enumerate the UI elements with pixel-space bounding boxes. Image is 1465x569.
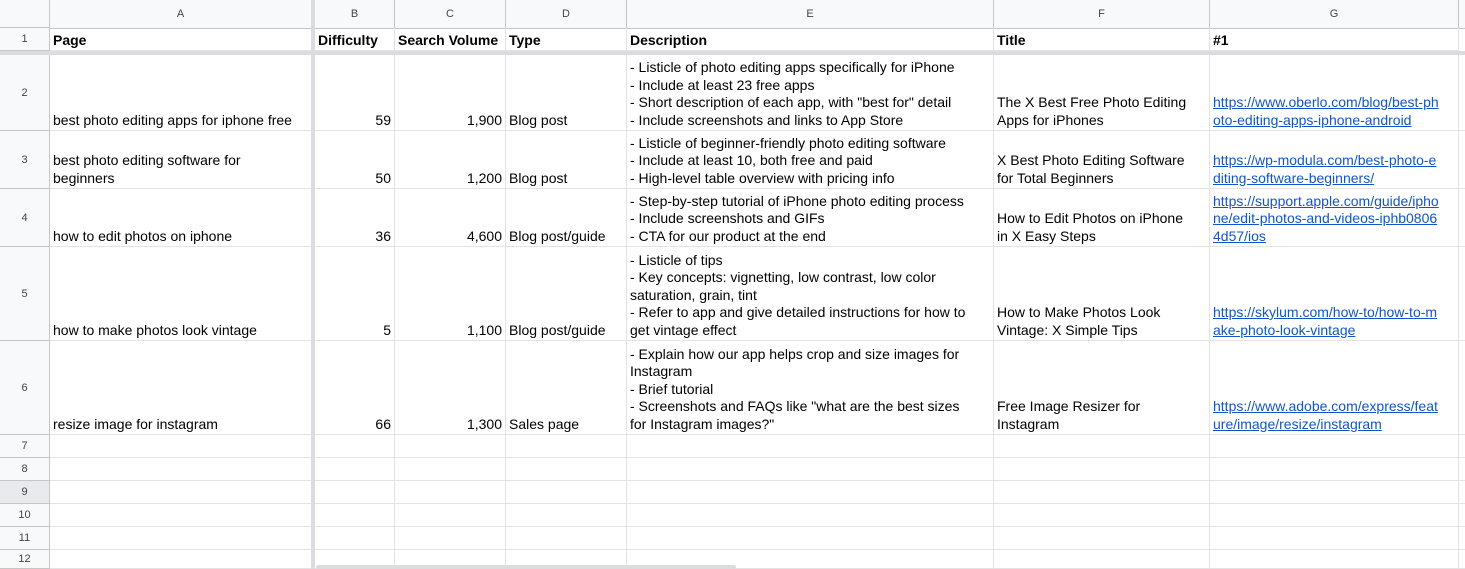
result-link[interactable]: diting-software-beginners/ (1213, 169, 1375, 186)
column-header-b[interactable]: B (315, 0, 395, 28)
empty-cell[interactable] (506, 504, 627, 527)
type-cell[interactable] (506, 55, 627, 131)
type-cell[interactable] (506, 189, 627, 247)
result-link[interactable]: https://www.oberlo.com/blog/best-ph (1213, 94, 1439, 110)
difficulty-line: 36 (375, 227, 391, 244)
row-header-6[interactable]: 6 (0, 341, 50, 435)
empty-cell[interactable] (315, 435, 395, 458)
empty-cell[interactable] (994, 458, 1210, 481)
empty-cell[interactable] (627, 458, 994, 481)
search-volume-cell[interactable] (395, 189, 506, 247)
row-header-7[interactable]: 7 (0, 435, 50, 458)
header-description[interactable]: Description (627, 28, 994, 51)
result-link[interactable]: 4d57/ios (1213, 227, 1266, 244)
empty-cell[interactable] (1210, 504, 1459, 527)
difficulty-line: 66 (375, 415, 391, 432)
volume-line: 1,200 (466, 169, 502, 186)
search-volume-cell[interactable] (395, 341, 506, 435)
title-line: Instagram (997, 415, 1060, 432)
description-line: get vintage effect (630, 321, 737, 338)
description-line: - Listicle of photo editing apps specifically for iPhone (630, 59, 955, 75)
empty-cell[interactable] (1459, 504, 1465, 527)
description-line: - Listicle of beginner-friendly photo editing software (630, 134, 946, 151)
column-header-a[interactable]: A (50, 0, 312, 28)
result-link[interactable]: ake-photo-look-vintage (1213, 321, 1356, 338)
row-header-10[interactable]: 10 (0, 504, 50, 527)
empty-cell[interactable] (994, 504, 1210, 527)
page-line: best photo editing apps for iphone free (53, 111, 292, 128)
title-line: Apps for iPhones (997, 111, 1104, 128)
result-link[interactable]: ne/edit-photos-and-videos-iphb0806 (1213, 210, 1438, 226)
type-cell[interactable] (506, 247, 627, 341)
description-line: for Instagram images?" (630, 415, 775, 432)
empty-cell[interactable] (395, 481, 506, 504)
page-line: how to make photos look vintage (53, 321, 257, 338)
difficulty-cell[interactable] (315, 131, 395, 189)
page-cell[interactable] (50, 55, 312, 131)
title-line: Vintage: X Simple Tips (997, 321, 1138, 338)
header-difficulty[interactable]: Difficulty (315, 28, 395, 51)
empty-cell[interactable] (1210, 481, 1459, 504)
type-cell[interactable] (506, 131, 627, 189)
title-line: X Best Photo Editing Software (997, 152, 1185, 168)
empty-cell[interactable] (395, 504, 506, 527)
empty-cell[interactable] (994, 527, 1210, 550)
empty-cell[interactable] (315, 504, 395, 527)
difficulty-cell[interactable] (315, 341, 395, 435)
description-line: - Include at least 10, both free and paid (630, 152, 873, 168)
empty-cell[interactable] (627, 481, 994, 504)
horizontal-scrollbar[interactable] (316, 565, 736, 569)
search-volume-cell[interactable] (395, 131, 506, 189)
next-column-cell[interactable] (1459, 131, 1465, 189)
description-line: - Brief tutorial (630, 380, 714, 397)
result-link[interactable]: oto-editing-apps-iphone-android (1213, 111, 1412, 128)
volume-line: 1,300 (466, 415, 502, 432)
empty-cell[interactable] (506, 458, 627, 481)
row-header-5[interactable]: 5 (0, 247, 50, 341)
first-result-cell[interactable] (1210, 341, 1459, 435)
first-result-cell[interactable] (1210, 55, 1459, 131)
type-line: Blog post/guide (509, 321, 606, 338)
empty-cell[interactable] (1459, 435, 1465, 458)
page-line: beginners (53, 169, 115, 186)
row-header-8[interactable]: 8 (0, 458, 50, 481)
row-header-2[interactable]: 2 (0, 55, 50, 131)
type-cell[interactable] (506, 341, 627, 435)
description-cell[interactable] (627, 189, 994, 247)
frozen-row-divider[interactable] (0, 51, 1465, 55)
column-header-d[interactable]: D (506, 0, 627, 28)
empty-cell[interactable] (994, 435, 1210, 458)
header-type[interactable]: Type (506, 28, 627, 51)
title-line: for Total Beginners (997, 169, 1114, 186)
result-link[interactable]: https://support.apple.com/guide/ipho (1213, 192, 1439, 209)
description-line: Instagram (630, 363, 693, 379)
type-line: Blog post (509, 111, 568, 128)
column-header-bar (0, 0, 1465, 29)
column-header-f[interactable]: F (994, 0, 1210, 28)
empty-cell[interactable] (994, 550, 1210, 569)
empty-cell[interactable] (50, 458, 312, 481)
difficulty-line: 5 (383, 321, 391, 338)
header-title[interactable]: Title (994, 28, 1210, 51)
next-column-cell[interactable] (1459, 341, 1465, 435)
row-header-4[interactable]: 4 (0, 189, 50, 247)
empty-cell[interactable] (395, 458, 506, 481)
page-cell[interactable] (50, 247, 312, 341)
empty-cell[interactable] (627, 435, 994, 458)
description-line: - Refer to app and give detailed instructions for how to (630, 304, 966, 320)
row-header-11[interactable]: 11 (0, 527, 50, 550)
title-line: The X Best Free Photo Editing (997, 94, 1187, 110)
empty-cell[interactable] (1210, 550, 1459, 569)
frozen-column-divider[interactable] (311, 0, 315, 569)
difficulty-line: 50 (375, 169, 391, 186)
header-first-result[interactable]: #1 (1210, 28, 1459, 51)
empty-cell[interactable] (315, 527, 395, 550)
select-all-corner[interactable] (0, 0, 50, 28)
description-line: - Include screenshots and GIFs (630, 210, 825, 226)
page-cell[interactable] (50, 189, 312, 247)
empty-cell[interactable] (395, 435, 506, 458)
description-line: - CTA for our product at the end (630, 227, 826, 244)
next-column-cell[interactable] (1459, 55, 1465, 131)
page-line: resize image for instagram (53, 415, 218, 432)
description-line: - Step-by-step tutorial of iPhone photo editing process (630, 192, 964, 209)
search-volume-cell[interactable] (395, 55, 506, 131)
description-cell[interactable] (627, 247, 994, 341)
description-line: - Explain how our app helps crop and size images for (630, 345, 960, 362)
page-line: best photo editing software for (53, 152, 241, 168)
empty-cell[interactable] (627, 504, 994, 527)
empty-cell[interactable] (1210, 458, 1459, 481)
empty-cell[interactable] (1459, 527, 1465, 550)
description-line: saturation, grain, tint (630, 286, 757, 303)
empty-cell[interactable] (506, 527, 627, 550)
empty-cell[interactable] (506, 435, 627, 458)
row-header-1[interactable]: 1 (0, 28, 50, 51)
empty-cell[interactable] (627, 527, 994, 550)
difficulty-cell[interactable] (315, 189, 395, 247)
header-page[interactable]: Page (50, 28, 312, 51)
description-cell[interactable] (627, 55, 994, 131)
description-cell[interactable] (627, 131, 994, 189)
title-line: in X Easy Steps (997, 227, 1096, 244)
row-header-12[interactable]: 12 (0, 550, 50, 569)
empty-cell[interactable] (50, 504, 312, 527)
description-line: - Key concepts: vignetting, low contrast, low color (630, 269, 936, 285)
page-line: how to edit photos on iphone (53, 227, 233, 244)
description-cell[interactable] (627, 341, 994, 435)
description-line: - Include screenshots and links to App Store (630, 111, 904, 128)
description-line: - High-level table overview with pricing info (630, 169, 895, 186)
empty-cell[interactable] (395, 527, 506, 550)
empty-cell[interactable] (50, 481, 312, 504)
result-link[interactable]: https://www.adobe.com/express/feat (1213, 398, 1438, 414)
empty-cell[interactable] (1459, 550, 1465, 569)
first-result-cell[interactable] (1210, 247, 1459, 341)
difficulty-cell[interactable] (315, 55, 395, 131)
empty-cell[interactable] (1210, 435, 1459, 458)
result-link[interactable]: https://wp-modula.com/best-photo-e (1213, 152, 1437, 168)
column-header-e[interactable]: E (627, 0, 994, 28)
empty-cell[interactable] (506, 481, 627, 504)
description-line: - Include at least 23 free apps (630, 76, 815, 93)
title-line: How to Make Photos Look (997, 304, 1161, 320)
volume-line: 1,100 (466, 321, 502, 338)
title-cell[interactable] (994, 131, 1210, 189)
page-cell[interactable] (50, 131, 312, 189)
row-header-3[interactable]: 3 (0, 131, 50, 189)
difficulty-cell[interactable] (315, 247, 395, 341)
type-line: Blog post/guide (509, 227, 606, 244)
empty-cell[interactable] (50, 550, 312, 569)
header-search-volume[interactable]: Search Volume (395, 28, 506, 51)
empty-cell[interactable] (1459, 458, 1465, 481)
title-line: Free Image Resizer for (997, 398, 1141, 414)
volume-line: 4,600 (466, 227, 502, 244)
type-line: Blog post (509, 169, 568, 186)
result-link[interactable]: https://skylum.com/how-to/how-to-m (1213, 304, 1438, 320)
empty-cell[interactable] (50, 435, 312, 458)
description-line: - Listicle of tips (630, 251, 723, 268)
result-link[interactable]: ure/image/resize/instagram (1213, 415, 1382, 432)
empty-cell[interactable] (994, 481, 1210, 504)
difficulty-line: 59 (375, 111, 391, 128)
first-result-cell[interactable] (1210, 189, 1459, 247)
empty-cell[interactable] (315, 458, 395, 481)
next-column-cell[interactable] (1459, 247, 1465, 341)
empty-cell[interactable] (1210, 527, 1459, 550)
description-line: - Short description of each app, with "best for" detail (630, 94, 952, 110)
first-result-cell[interactable] (1210, 131, 1459, 189)
description-line: - Screenshots and FAQs like "what are the best sizes (630, 398, 960, 414)
next-column-cell[interactable] (1459, 189, 1465, 247)
title-cell[interactable] (994, 341, 1210, 435)
empty-cell[interactable] (315, 481, 395, 504)
title-cell[interactable] (994, 247, 1210, 341)
column-header-g[interactable]: G (1210, 0, 1459, 28)
title-cell[interactable] (994, 55, 1210, 131)
empty-cell[interactable] (50, 527, 312, 550)
volume-line: 1,900 (466, 111, 502, 128)
column-header-c[interactable]: C (395, 0, 506, 28)
type-line: Sales page (509, 415, 580, 432)
title-line: How to Edit Photos on iPhone (997, 210, 1184, 226)
search-volume-cell[interactable] (395, 247, 506, 341)
empty-cell[interactable] (1459, 481, 1465, 504)
title-cell[interactable] (994, 189, 1210, 247)
page-cell[interactable] (50, 341, 312, 435)
row-header-9[interactable]: 9 (0, 481, 50, 504)
